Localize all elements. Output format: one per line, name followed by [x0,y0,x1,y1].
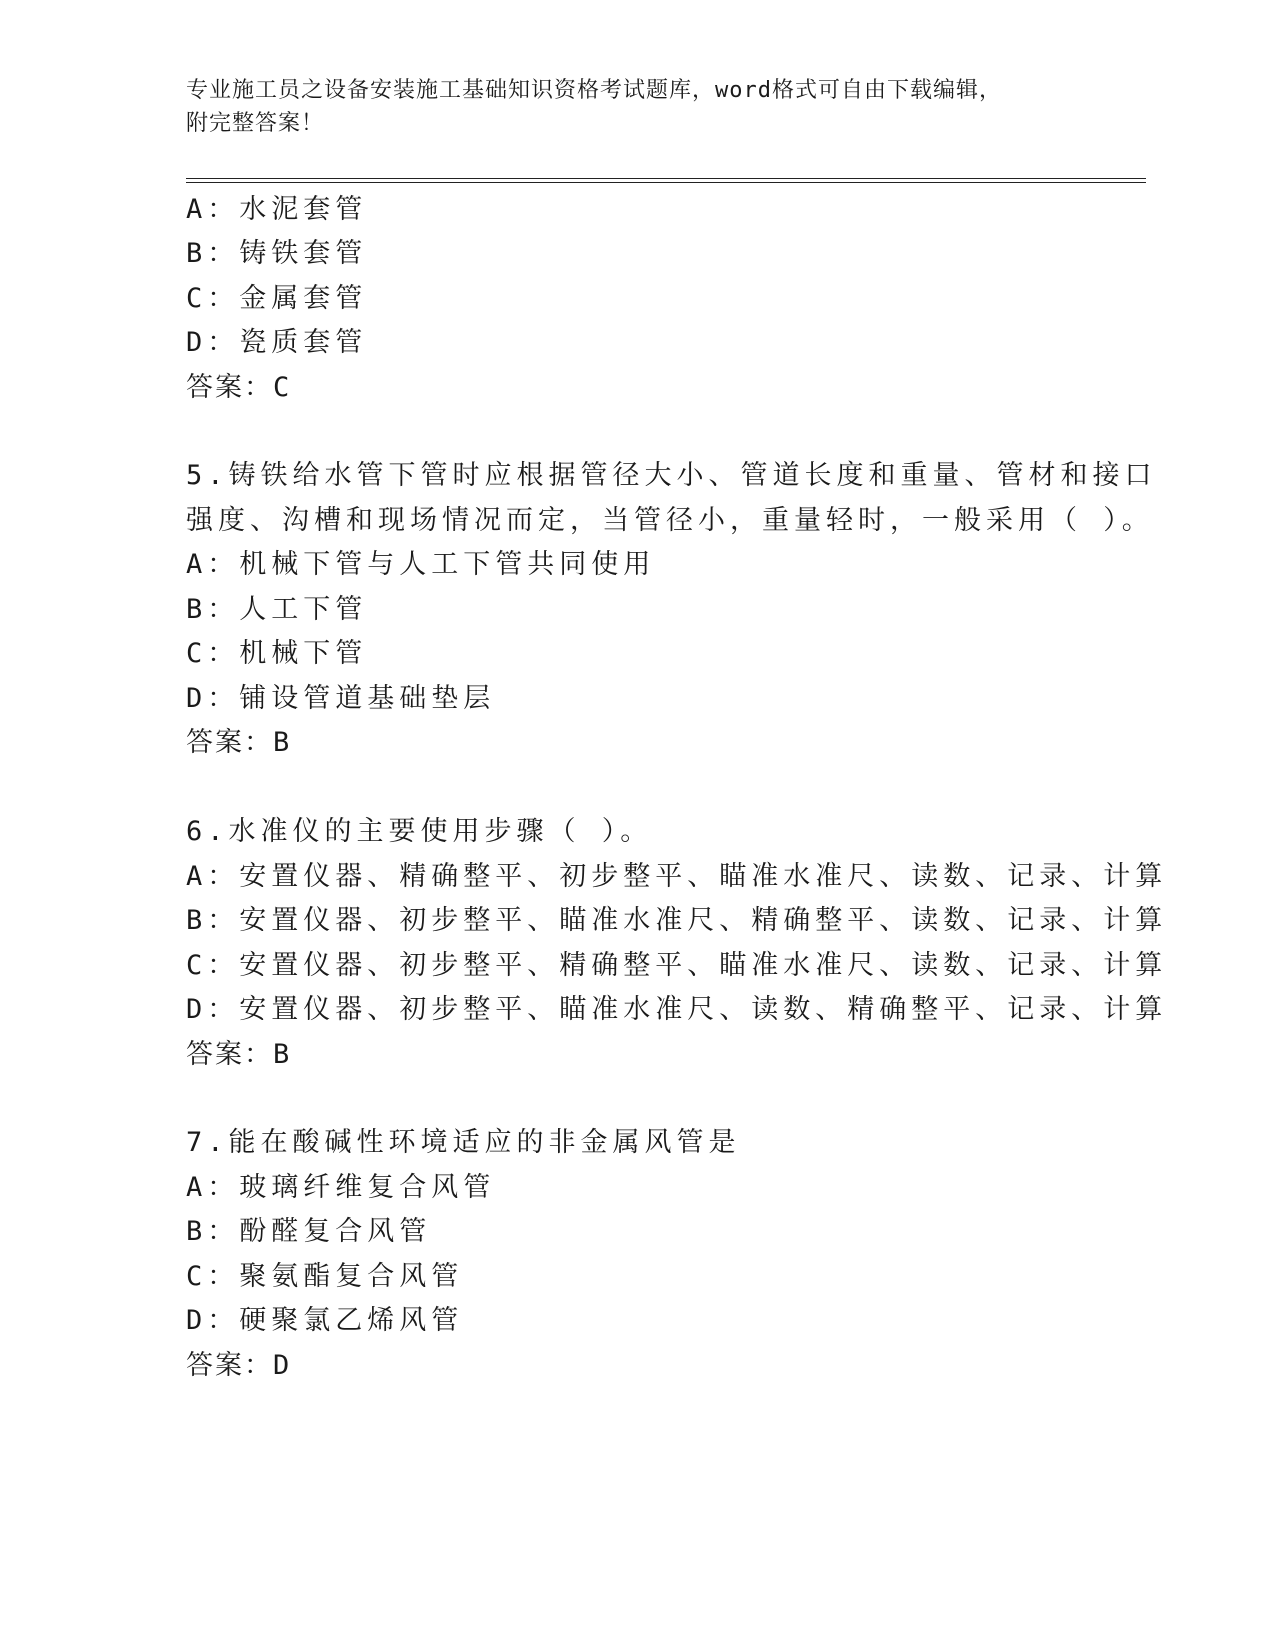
header-rule-bottom [186,182,1146,183]
q6-option-b: B：安置仪器、初步整平、瞄准水准尺、精确整平、读数、记录、计算 [186,905,1168,936]
q4-option-d: D：瓷质套管 [186,327,368,358]
q5-question-line-2: 强度、沟槽和现场情况而定，当管径小，重量轻时，一般采用（ ）。 [186,505,1154,536]
q4-option-c: C：金属套管 [186,283,368,314]
q4-option-a: A：水泥套管 [186,194,368,225]
q5-option-d: D：铺设管道基础垫层 [186,683,496,714]
q7-question: 7.能在酸碱性环境适应的非金属风管是 [186,1127,741,1158]
answer-label: 答案： [186,1039,273,1070]
answer-value: C [273,372,290,403]
q6-answer [186,1038,289,1072]
answer-value: D [273,1350,290,1381]
q7-answer [186,1349,289,1383]
q5-question-line-1: 5.铸铁给水管下管时应根据管径大小、管道长度和重量、管材和接口 [186,460,1157,491]
document-header [186,74,1066,140]
q6-option-c: C：安置仪器、初步整平、精确整平、瞄准水准尺、读数、记录、计算 [186,950,1168,981]
q5-option-b: B：人工下管 [186,594,368,625]
answer-value: B [273,727,290,758]
q7-option-d: D：硬聚氯乙烯风管 [186,1305,464,1336]
q6-question: 6.水准仪的主要使用步骤（ ）。 [186,816,653,847]
q7-option-c: C：聚氨酯复合风管 [186,1261,464,1292]
header-rule-top [186,178,1146,179]
q5-option-c: C：机械下管 [186,638,368,669]
answer-label: 答案： [186,1350,273,1381]
answer-label: 答案： [186,372,273,403]
q4-option-b: B：铸铁套管 [186,238,368,269]
header-line-2: 附完整答案！ [186,111,325,136]
q6-option-a: A：安置仪器、精确整平、初步整平、瞄准水准尺、读数、记录、计算 [186,861,1168,892]
answer-label: 答案： [186,727,273,758]
q7-option-a: A：玻璃纤维复合风管 [186,1172,496,1203]
q7-option-b: B：酚醛复合风管 [186,1216,432,1247]
q6-option-d: D：安置仪器、初步整平、瞄准水准尺、读数、精确整平、记录、计算 [186,994,1168,1025]
q5-answer [186,726,289,760]
header-line-1: 专业施工员之设备安装施工基础知识资格考试题库，word格式可自由下载编辑， [186,78,1002,103]
q5-option-a: A：机械下管与人工下管共同使用 [186,549,656,580]
answer-value: B [273,1039,290,1070]
q4-answer [186,371,289,405]
